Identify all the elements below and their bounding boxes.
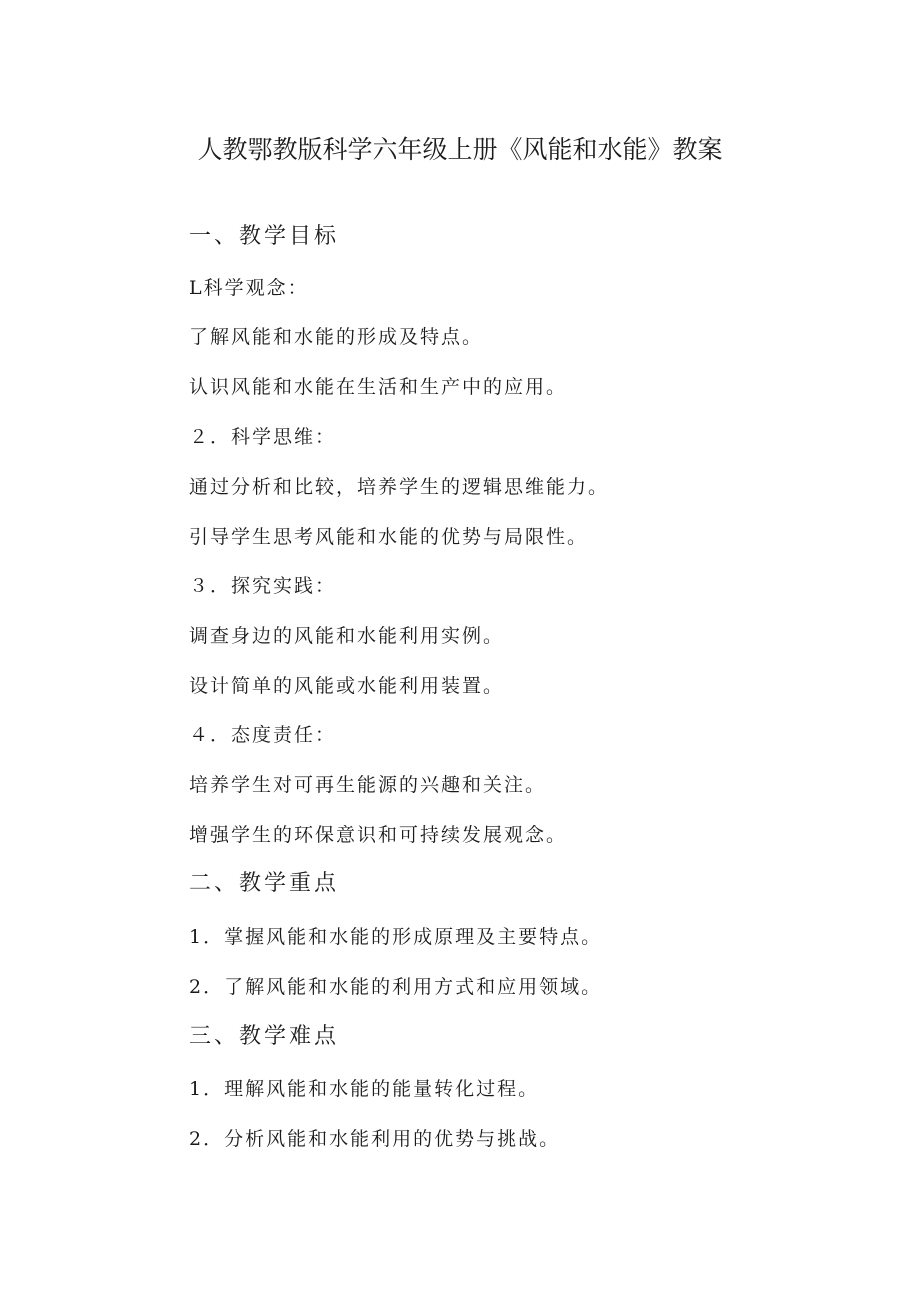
- paragraph-line: 通过分析和比较，培养学生的逻辑思维能力。: [189, 476, 610, 498]
- subheading-science-thinking: ２．科学思维：: [189, 426, 337, 448]
- paragraph-line: 1．掌握风能和水能的形成原理及主要特点。: [189, 926, 603, 948]
- paragraph-line: 认识风能和水能在生活和生产中的应用。: [189, 376, 568, 398]
- section-heading-difficulties: 三、教学难点: [189, 1024, 340, 1049]
- subheading-science-concept: L科学观念：: [189, 277, 309, 299]
- paragraph-line: 引导学生思考风能和水能的优势与局限性。: [189, 526, 589, 548]
- section-heading-objectives: 一、教学目标: [189, 224, 340, 249]
- subheading-inquiry-practice: ３．探究实践：: [189, 575, 337, 597]
- paragraph-line: 培养学生对可再生能源的兴趣和关注。: [189, 774, 547, 796]
- paragraph-line: 1．理解风能和水能的能量转化过程。: [189, 1078, 540, 1100]
- section-heading-key-points: 二、教学重点: [189, 871, 340, 896]
- paragraph-line: 设计简单的风能或水能利用装置。: [189, 675, 505, 697]
- document-title: 人教鄂教版科学六年级上册《风能和水能》教案: [197, 135, 723, 164]
- subheading-attitude-responsibility: ４．态度责任：: [189, 724, 337, 746]
- paragraph-line: 2．分析风能和水能利用的优势与挑战。: [189, 1128, 561, 1150]
- paragraph-line: 了解风能和水能的形成及特点。: [189, 326, 484, 348]
- paragraph-line: 调查身边的风能和水能利用实例。: [189, 625, 505, 647]
- paragraph-line: 增强学生的环保意识和可持续发展观念。: [189, 824, 568, 846]
- paragraph-line: 2．了解风能和水能的利用方式和应用领域。: [189, 976, 603, 998]
